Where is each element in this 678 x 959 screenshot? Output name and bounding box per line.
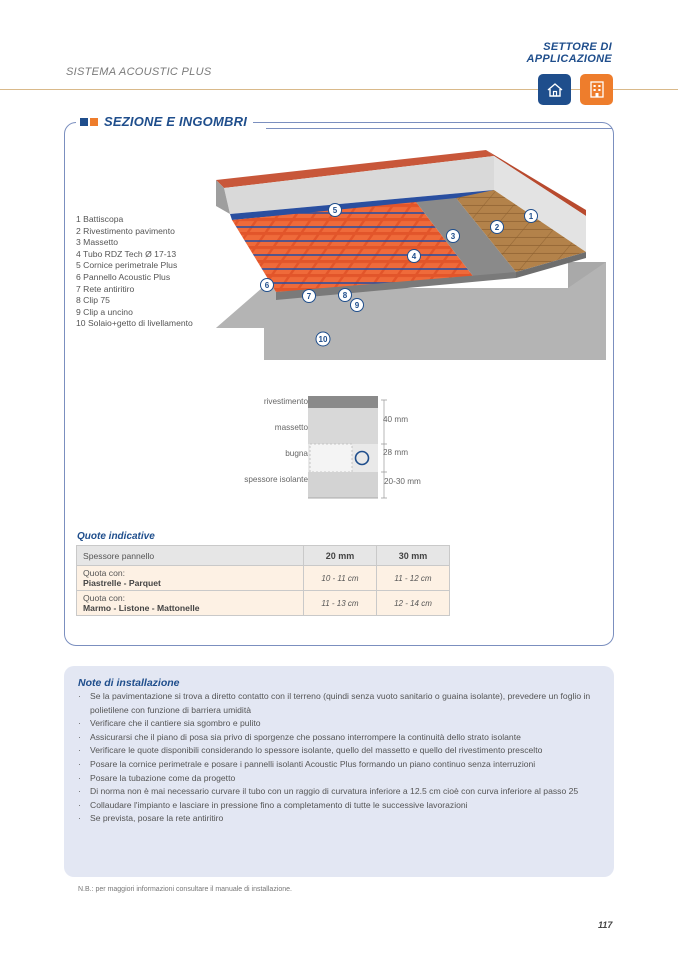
table-cell: 12 - 14 cm [377,591,450,616]
callout-8 [339,289,352,302]
cross-section-detail [216,392,446,504]
list-item: · Posare la cornice perimetrale e posare i pannelli isolanti Acoustic Plus formando un piano continuo senza interruzioni [78,758,602,772]
floor-section-diagram [216,150,606,372]
legend-item: 1 Battiscopa [76,214,124,224]
table-header-row [77,546,450,566]
legend-item: 7 Rete antiritiro [76,283,135,294]
table-cell: 11 - 12 cm [377,566,450,591]
quote-table [76,545,450,616]
list-item: · Di norma non è mai necessario curvare il tubo con un raggio di curvatura inferiore a 12.5 cm cioè con curva inferiore al passo 25 [78,785,602,799]
svg-text:7: 7 [306,292,312,301]
callout-4 [408,250,421,263]
section-title-rule [266,128,612,129]
table-row [77,591,450,616]
list-item: · Se la pavimentazione si trova a diretto contatto con il terreno (quindi senza vuoto sanitario o guaina isolante), prevedere un foglio in polietilene con funzione di barriera umidità [78,690,602,717]
row-label [77,566,304,591]
row-label-line: Quota con: [83,568,126,578]
row-label-line: Quota con: [83,593,126,603]
list-item: · Posare la tubazione come da progetto [78,772,602,786]
label-massetto: massetto [274,423,308,432]
svg-text:5: 5 [332,206,338,215]
callout-10 [316,332,330,346]
header-cell: 30 mm [377,546,450,566]
svg-text:10: 10 [318,335,328,344]
table-row [77,566,450,591]
callout-9 [351,299,364,312]
table-cell: 10 - 11 cm [304,566,377,591]
header-divider [0,89,678,90]
header-cell: 20 mm [304,546,377,566]
dim-40mm: 40 mm [383,415,409,424]
list-item: · Assicurarsi che il piano di posa sia privo di sporgenze che possano interrompere la continuità dello strato isolante [78,731,602,745]
dim-20-30mm: 20-30 mm [384,477,421,486]
list-item: · Collaudare l'impianto e lasciare in pressione fino a completamento di tutte le successive lavorazioni [78,799,602,813]
list-item: · Verificare che il cantiere sia sgombro e pulito [78,717,602,731]
legend-item: 10 Solaio+getto di livellamento [76,318,193,329]
row-label-bold: Marmo - Listone - Mattonelle [83,603,200,613]
components-legend [76,214,193,330]
svg-text:8: 8 [342,291,348,300]
page-number: 117 [598,920,613,930]
system-name: SISTEMA ACOUSTIC PLUS [66,66,212,78]
svg-text:2: 2 [494,223,500,232]
home-icon[interactable] [538,74,571,105]
sector-title-line2: APPLICAZIONE [526,53,612,65]
quote-title: Quote indicative [77,531,155,542]
svg-text:1: 1 [528,212,534,221]
callout-7 [303,290,316,303]
legend-item: 9 Clip a uncino [76,306,133,317]
legend-item: 6 Pannello Acoustic Plus [76,271,171,282]
svg-text:9: 9 [354,301,360,310]
list-item: · Se prevista, posare la rete antiritiro [78,812,602,826]
row-label [77,591,304,616]
orange-square-icon [90,118,98,126]
legend-item: 2 Rivestimento pavimento [76,225,175,236]
legend-item: 3 Massetto [76,237,119,248]
row-label-bold: Piastrelle - Parquet [83,578,161,588]
legend-item: 5 Cornice perimetrale Plus [76,260,178,271]
installation-notes [64,666,614,877]
notes-list [78,690,602,826]
label-rivestimento: rivestimento [263,397,308,406]
footnote: N.B.: per maggiori informazioni consultare il manuale di installazione. [78,886,292,893]
sector-title [527,41,613,65]
list-item: · Verificare le quote disponibili considerando lo spessore isolante, quello del massetto e quello del rivestimento prescelto [78,744,602,758]
svg-text:4: 4 [411,252,417,261]
cross-section-drawing [308,396,388,504]
label-spessore-isolante: spessore isolante [244,475,308,484]
label-bugna: bugna [285,449,308,458]
section-title [76,114,253,129]
notes-title: Note di installazione [78,677,180,689]
header-cell: Spessore pannello [77,546,304,566]
legend-item: 4 Tubo RDZ Tech Ø 17-13 [76,248,177,259]
callout-6 [261,279,274,292]
svg-text:6: 6 [264,281,270,290]
legend-item: 8 Clip 75 [76,295,110,306]
callout-2 [491,221,504,234]
building-icon[interactable] [580,74,613,105]
section-title-text: SEZIONE E INGOMBRI [104,114,248,129]
callout-5 [329,204,342,217]
callout-1 [525,210,538,223]
dim-28mm: 28 mm [383,448,409,457]
sector-title-line1: SETTORE DI [543,41,612,53]
svg-text:3: 3 [450,232,456,241]
blue-square-icon [80,118,88,126]
table-cell: 11 - 13 cm [304,591,377,616]
callout-3 [447,230,460,243]
